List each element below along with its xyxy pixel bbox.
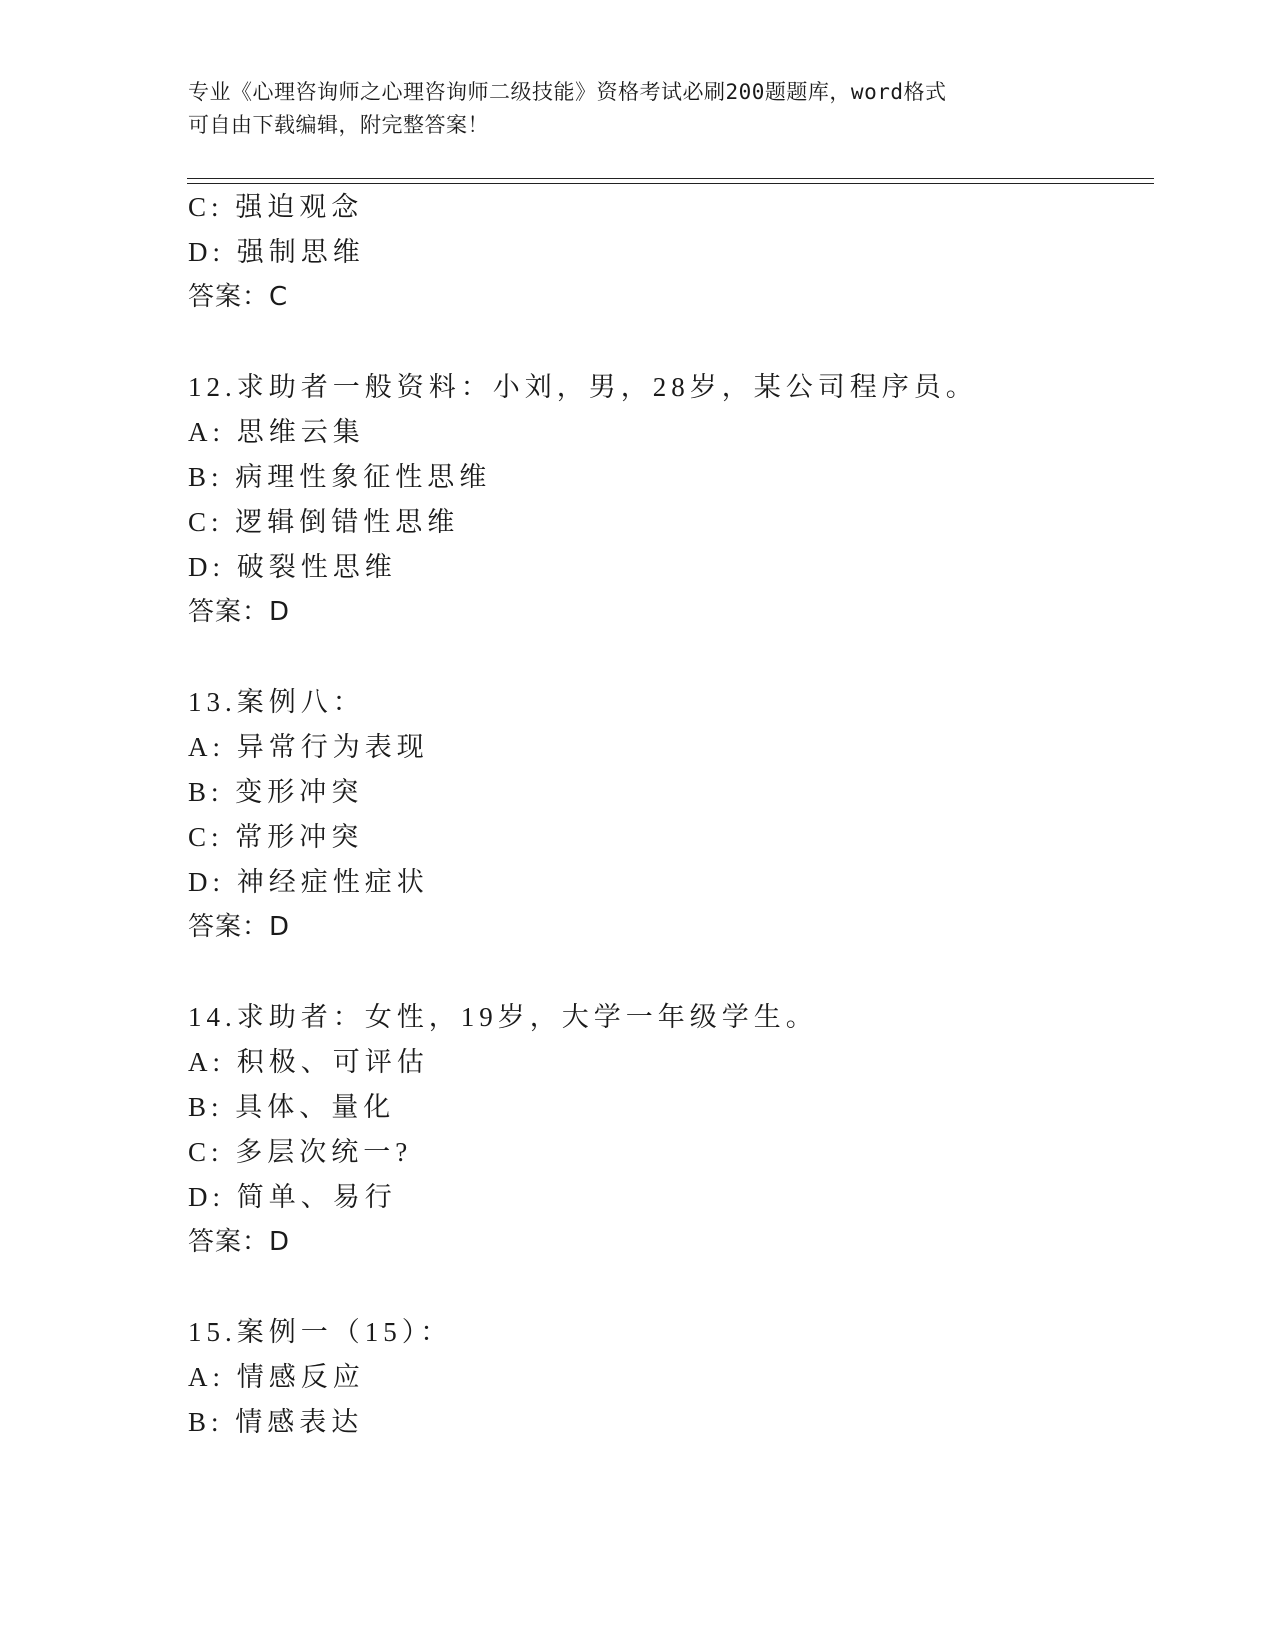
header-rule-bottom xyxy=(187,183,1154,184)
question-stem: 12.求助者一般资料：小刘，男，28岁，某公司程序员。 xyxy=(188,372,978,402)
option-b: B: 变形冲突 xyxy=(188,777,364,807)
answer-line: 答案：D xyxy=(188,597,291,627)
answer-line: 答案：C xyxy=(188,282,289,312)
option-a: A: 情感反应 xyxy=(188,1362,365,1392)
option-c: C: 常形冲突 xyxy=(188,822,364,852)
option-c: C: 多层次统一? xyxy=(188,1137,413,1167)
option-d: D: 简单、易行 xyxy=(188,1182,397,1212)
option-b: B: 具体、量化 xyxy=(188,1092,396,1122)
question-stem: 14.求助者：女性，19岁，大学一年级学生。 xyxy=(188,1002,818,1032)
option-d: D: 强制思维 xyxy=(188,237,365,267)
header-line-2: 可自由下载编辑，附完整答案！ xyxy=(188,113,489,137)
option-d: D: 神经症性症状 xyxy=(188,867,429,897)
question-stem: 13.案例八： xyxy=(188,687,365,717)
option-d: D: 破裂性思维 xyxy=(188,552,397,582)
option-a: A: 思维云集 xyxy=(188,417,365,447)
option-b: B: 病理性象征性思维 xyxy=(188,462,492,492)
option-c: C: 逻辑倒错性思维 xyxy=(188,507,460,537)
option-a: A: 积极、可评估 xyxy=(188,1047,429,1077)
question-stem: 15.案例一（15）： xyxy=(188,1317,453,1347)
header-rule-top xyxy=(187,178,1154,179)
option-c: C: 强迫观念 xyxy=(188,192,364,222)
header-line-1: 专业《心理咨询师之心理咨询师二级技能》资格考试必刷200题题库，word格式 xyxy=(188,80,947,104)
answer-line: 答案：D xyxy=(188,912,291,942)
option-b: B: 情感表达 xyxy=(188,1407,364,1437)
answer-line: 答案：D xyxy=(188,1227,291,1257)
option-a: A: 异常行为表现 xyxy=(188,732,429,762)
document-header xyxy=(188,76,1088,142)
